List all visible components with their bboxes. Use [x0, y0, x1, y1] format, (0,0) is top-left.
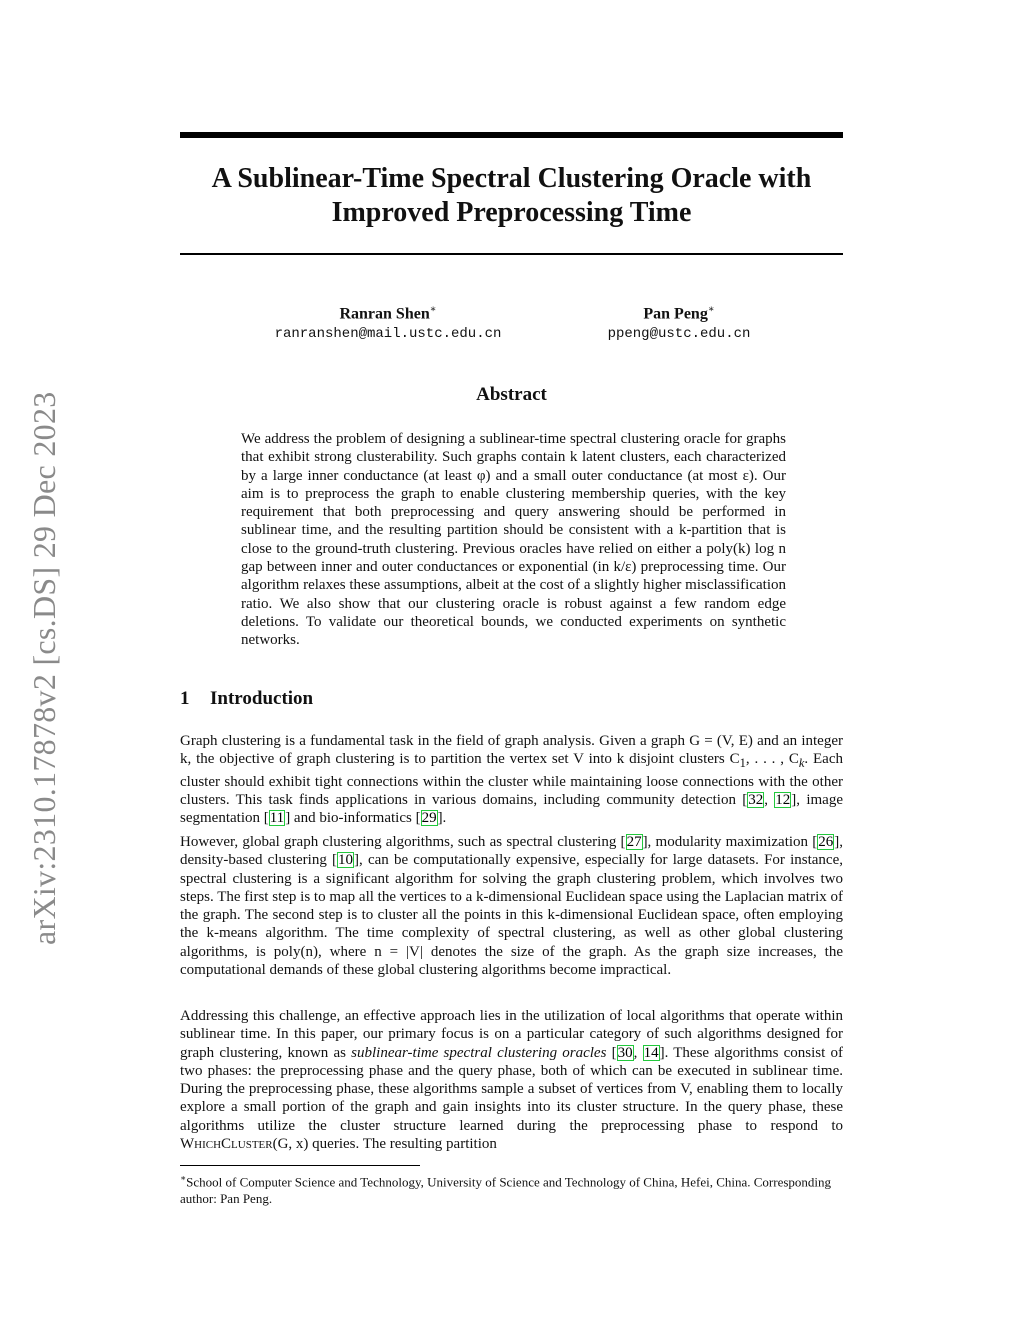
footnote: ∗School of Computer Science and Technology, University of Science and Technology of China, Hefei, China. Corresponding author: Pan Peng. — [180, 1173, 832, 1207]
title-line-1: A Sublinear-Time Spectral Clustering Oracle with — [211, 163, 812, 194]
citation-link[interactable]: 12 — [775, 791, 791, 808]
citation-link[interactable]: 14 — [643, 1044, 659, 1061]
paragraph-3: Addressing this challenge, an effective approach lies in the utilization of local algorithms that operate within sublinear time. In this paper, our primary focus is on a particular category of such algorithms designed for graph clustering, known as sublinear-time spectral clustering oracles [30, 14]. These algorithms consist of two phases: the preprocessing phase and the query phase, both of which can be executed in sublinear time. During the preprocessing phase, these algorithms sample a subset of vertices from V, enabling them to locally explore a small portion of the graph and gain insights into its cluster structure. In the query phase, these algorithms utilize the cluster structure learned during the preprocessing phase to respond to WhichCluster(G, x) queries. The resulting partition — [180, 1008, 843, 1153]
title-top-rule — [180, 132, 843, 138]
author-block-2 — [529, 300, 829, 344]
author-block-1 — [238, 300, 538, 344]
citation-link[interactable]: 32 — [748, 791, 764, 808]
algorithm-name: WhichCluster — [180, 1136, 273, 1153]
title-bottom-rule — [180, 253, 843, 255]
emphasis-term: sublinear-time spectral clustering oracles — [351, 1044, 607, 1061]
citation-link[interactable]: 29 — [421, 810, 437, 827]
citation-link[interactable]: 27 — [626, 834, 642, 850]
footnote-rule — [180, 1165, 420, 1166]
citation-link[interactable]: 30 — [617, 1044, 633, 1061]
title-line-2: Improved Preprocessing Time — [331, 197, 692, 228]
abstract-text: We address the problem of designing a sublinear-time spectral clustering oracle for graphs that exhibit strong clusterability. Such graphs contain k latent clusters, each characterized by a large inner conductance (at least φ) and a small outer conductance (at most ε). Our aim is to preprocess the graph to enable clustering membership queries, with the key requirement that both preprocessing and query answering should be performed in sublinear time, and the resulting partition should be consistent with a k-partition that is close to the ground-truth clustering. Previous oracles have relied on either a poly(k) log n gap between inner and outer conductances or exponential (in k/ε) preprocessing time. Our algorithm relaxes these assumptions, albeit at the cost of a slightly higher misclassification ratio. We also show that our clustering oracle is robust against a few random edge deletions. To validate our theoretical bounds, we conducted experiments on synthetic networks. — [241, 431, 786, 649]
section-title: Introduction — [210, 688, 314, 709]
author-email[interactable]: ranranshen@mail.ustc.edu.cn — [274, 326, 502, 343]
author-email[interactable]: ppeng@ustc.edu.cn — [607, 326, 751, 343]
citation-link[interactable]: 26 — [818, 834, 834, 850]
section-number: 1 — [180, 688, 190, 709]
section-heading — [180, 688, 313, 710]
abstract-heading: Abstract — [476, 384, 547, 405]
arxiv-identifier: arXiv:2310.17878v2 [cs.DS] 29 Dec 2023 — [26, 391, 62, 945]
citation-link[interactable]: 11 — [269, 810, 285, 827]
author-name: Pan Peng∗ — [643, 304, 715, 323]
citation-link[interactable]: 10 — [338, 852, 354, 869]
paper-title — [180, 162, 843, 230]
paragraph-1: Graph clustering is a fundamental task in the field of graph analysis. Given a graph G = (V, E) and an integer k, the objective of graph clustering is to partition the vertex set V into k disjoint clusters $C_1$, . . . , $C_k$. Each cluster should exhibit tight connections within the cluster while maintaining loose connections with the other clusters. This task finds applications in various domains, including community detection [32, 12], image segmentation [11] and bio-informatics [29]. — [180, 733, 843, 827]
paragraph-2: However, global graph clustering algorithms, such as spectral clustering [27], modularity maximization [26], density-based clustering [10], can be computationally expensive, especially for large datasets. For instance, spectral clustering is a significant algorithm for solving the graph clustering problem, which involves two steps. The first step is to map all the vertices to a k-dimensional Euclidean space using the Laplacian matrix of the graph. The second step is to cluster all the points in this k-dimensional Euclidean space, often employing the k-means algorithm. The time complexity of spectral clustering, as well as other global clustering algorithms, is poly(n), where n = |V| denotes the size of the graph. As the graph size increases, the computational demands of these global clustering algorithms become impractical. — [180, 834, 844, 979]
author-name: Ranran Shen∗ — [339, 304, 437, 323]
